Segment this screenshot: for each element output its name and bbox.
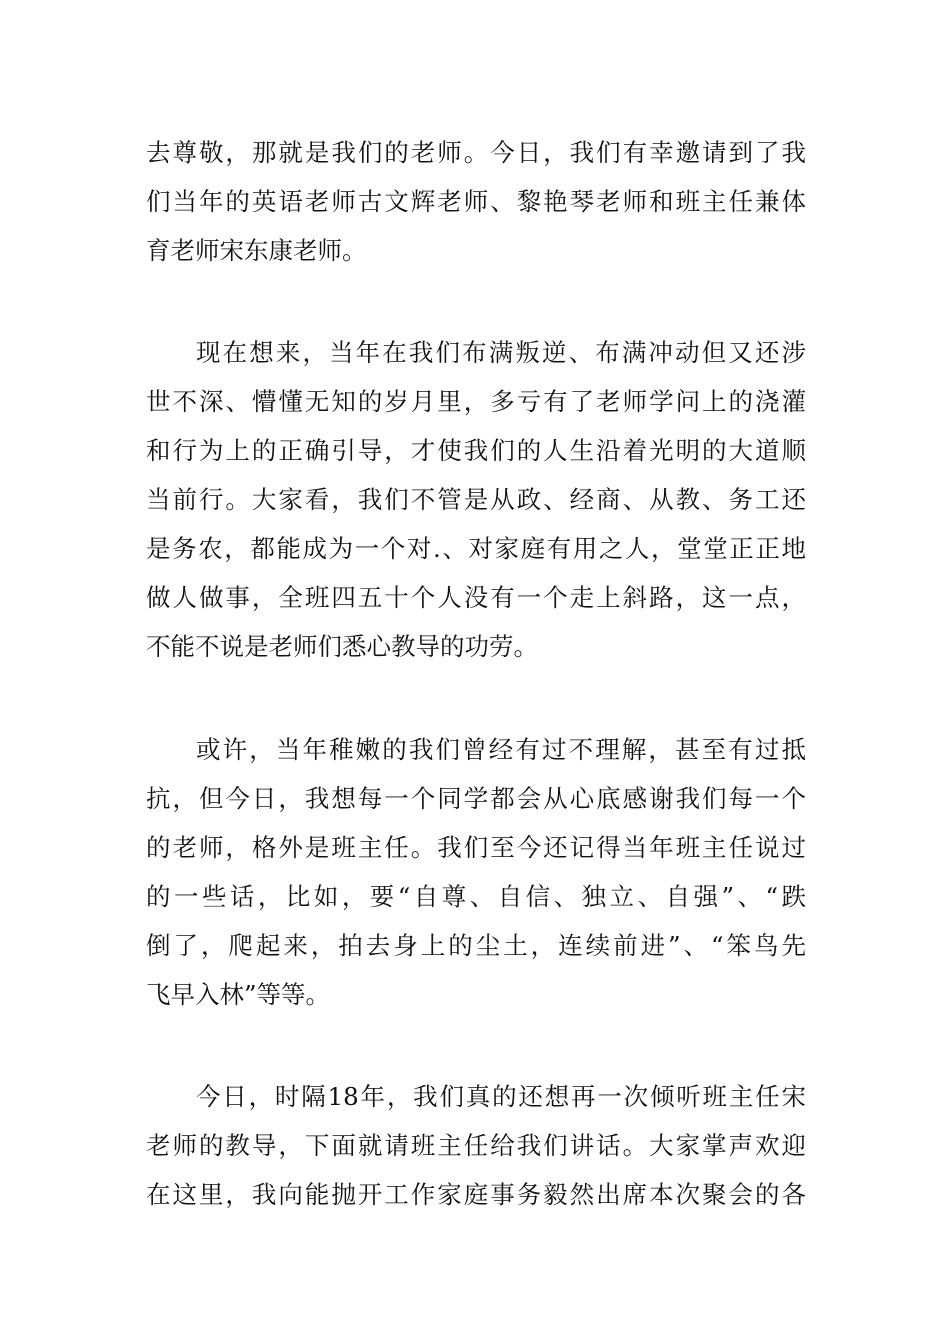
- paragraph-4-line-2: 老师的教导，下面就请班主任给我们讲话。大家掌声欢迎: [146, 1131, 806, 1160]
- paragraph-2-line-6: 做人做事，全班四五十个人没有一个走上斜路，这一点，: [146, 583, 806, 612]
- paragraph-2-line-3: 和行为上的正确引导，才使我们的人生沿着光明的大道顺: [146, 436, 806, 465]
- paragraph-3-line-3: 的老师，格外是班主任。我们至今还记得当年班主任说过: [146, 833, 806, 862]
- paragraph-3-line-2: 抗，但今日，我想每一个同学都会从心底感谢我们每一个: [146, 784, 806, 813]
- paragraph-3-line-1: 或许，当年稚嫩的我们曾经有过不理解，甚至有过抵: [196, 735, 806, 764]
- paragraph-1-line-1: 去尊敬，那就是我们的老师。今日，我们有幸邀请到了我: [146, 138, 806, 167]
- paragraph-2-line-1: 现在想来，当年在我们布满叛逆、布满冲动但又还涉: [196, 338, 806, 367]
- paragraph-3-line-6: 飞早入林”等等。: [146, 980, 331, 1009]
- paragraph-2-line-4: 当前行。大家看，我们不管是从政、经商、从教、务工还: [146, 485, 806, 514]
- paragraph-4-line-3: 在这里，我向能抛开工作家庭事务毅然出席本次聚会的各: [146, 1180, 806, 1209]
- paragraph-2-line-5: 是务农，都能成为一个对.、对家庭有用之人，堂堂正正地: [146, 534, 806, 563]
- paragraph-2-line-2: 世不深、懵懂无知的岁月里，多亏有了老师学问上的浇灌: [146, 387, 806, 416]
- paragraph-2-line-7: 不能不说是老师们悉心教导的功劳。: [146, 632, 538, 661]
- paragraph-1-line-2: 们当年的英语老师古文辉老师、黎艳琴老师和班主任兼体: [146, 187, 806, 216]
- paragraph-4-line-1: 今日，时隔18年，我们真的还想再一次倾听班主任宋: [196, 1082, 806, 1111]
- paragraph-3-line-5: 倒了，爬起来，拍去身上的尘土，连续前进”、“笨鸟先: [146, 931, 806, 960]
- paragraph-3-line-4: 的一些话，比如，要“自尊、自信、独立、自强”、“跌: [146, 882, 806, 911]
- paragraph-1-line-3: 育老师宋东康老师。: [146, 236, 367, 265]
